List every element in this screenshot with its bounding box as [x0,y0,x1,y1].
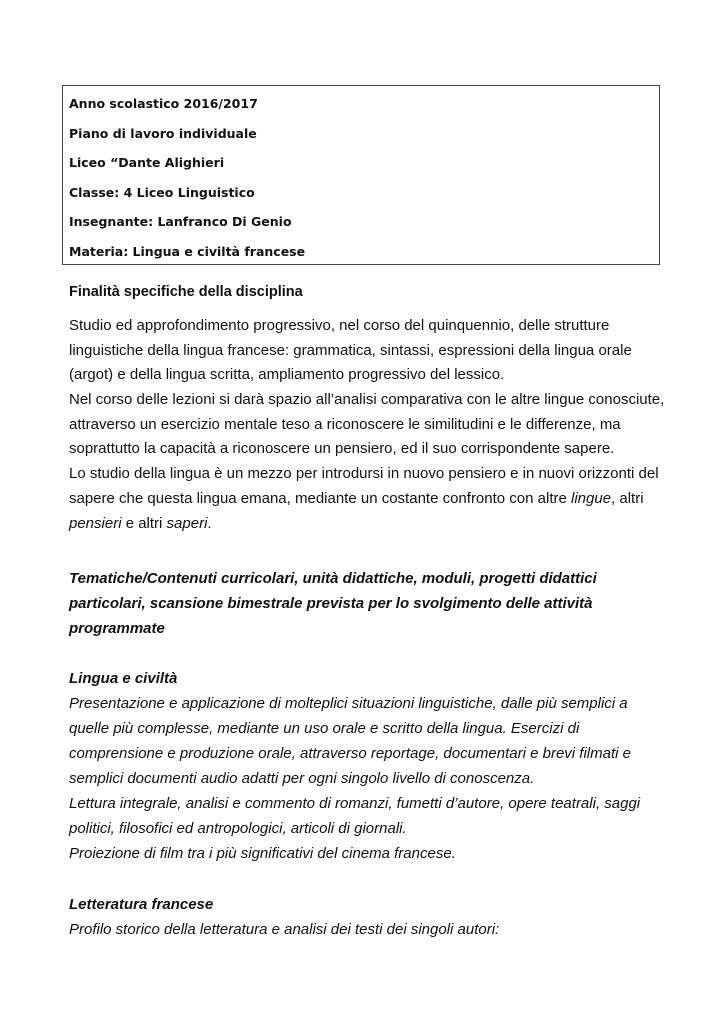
text-line: Studio ed approfondimento progressivo, nel corso del quinquennio, delle strutture [69,317,610,334]
header-info-box [62,85,660,265]
plan-title: Piano di lavoro individuale [69,125,257,141]
heading-line: particolari, scansione bimestrale prevista per lo svolgimento delle attività [69,595,593,612]
heading-line: programmate [69,620,165,637]
text-line: Profilo storico della letteratura e analisi dei testi dei singoli autori: [69,921,500,938]
school-name: Liceo “Dante Alighieri [69,155,225,170]
lingua-civilta-section [69,666,669,866]
text-line: Presentazione e applicazione di molteplici situazioni linguistiche, dalle più semplici a [69,695,628,712]
text-line: (argot) e della lingua scritta, ampliamento progressivo del lessico. [69,366,505,384]
text-line [69,487,669,512]
emphasis-lingue: lingue [571,489,612,507]
tematiche-heading [69,566,669,641]
finalita-heading: Finalità specifiche della disciplina [69,284,303,300]
class-name: Classe: 4 Liceo Linguistico [69,184,255,200]
text-line: comprensione e produzione orale, attraverso reportage, documentari e brevi filmati e [69,745,631,762]
letteratura-section [69,892,669,942]
school-year: Anno scolastico 2016/2017 [69,96,258,111]
text-line: soprattutto la capacità a riconoscere un pensiero, ed il suo corrispondente sapere. [69,440,615,458]
text-line: semplici documenti audio adatti per ogni singolo livello di conoscenza. [69,770,535,787]
text-line: Proiezione di film tra i più significativi del cinema francese. [69,845,456,862]
text-span: . [207,514,212,532]
text-line: politici, filosofici ed antropologici, articoli di giornali. [69,820,407,837]
lingua-civilta-heading: Lingua e civiltà [69,670,178,687]
text-span: e altri [121,514,167,532]
finalita-paragraph [69,314,669,536]
emphasis-pensieri: pensieri [69,514,122,532]
text-line: attraverso un esercizio mentale teso a riconoscere le similitudini e le differenze, ma [69,415,621,433]
text-line: quelle più complesse, mediante un uso orale e scritto della lingua. Esercizi di [69,720,580,737]
text-span: , altri [611,489,644,507]
text-line: Nel corso delle lezioni si darà spazio all’analisi comparativa con le altre lingue conosciute, [69,391,665,409]
heading-line: Tematiche/Contenuti curricolari, unità didattiche, moduli, progetti didattici [69,570,597,587]
text-line: linguistiche della lingua francese: grammatica, sintassi, espressioni della lingua orale [69,341,632,359]
subject-name: Materia: Lingua e civiltà francese [69,243,306,259]
text-line [69,512,669,537]
text-line: Lettura integrale, analisi e commento di romanzi, fumetti d’autore, opere teatrali, saggi [69,795,641,812]
text-span: sapere che questa lingua emana, mediante un costante confronto con altre [69,489,571,507]
text-line: Lo studio della lingua è un mezzo per introdursi in nuovo pensiero e in nuovi orizzonti del [69,465,659,483]
teacher-name: Insegnante: Lanfranco Di Genio [69,214,292,229]
emphasis-saperi: saperi [166,514,208,532]
letteratura-heading: Letteratura francese [69,896,214,913]
